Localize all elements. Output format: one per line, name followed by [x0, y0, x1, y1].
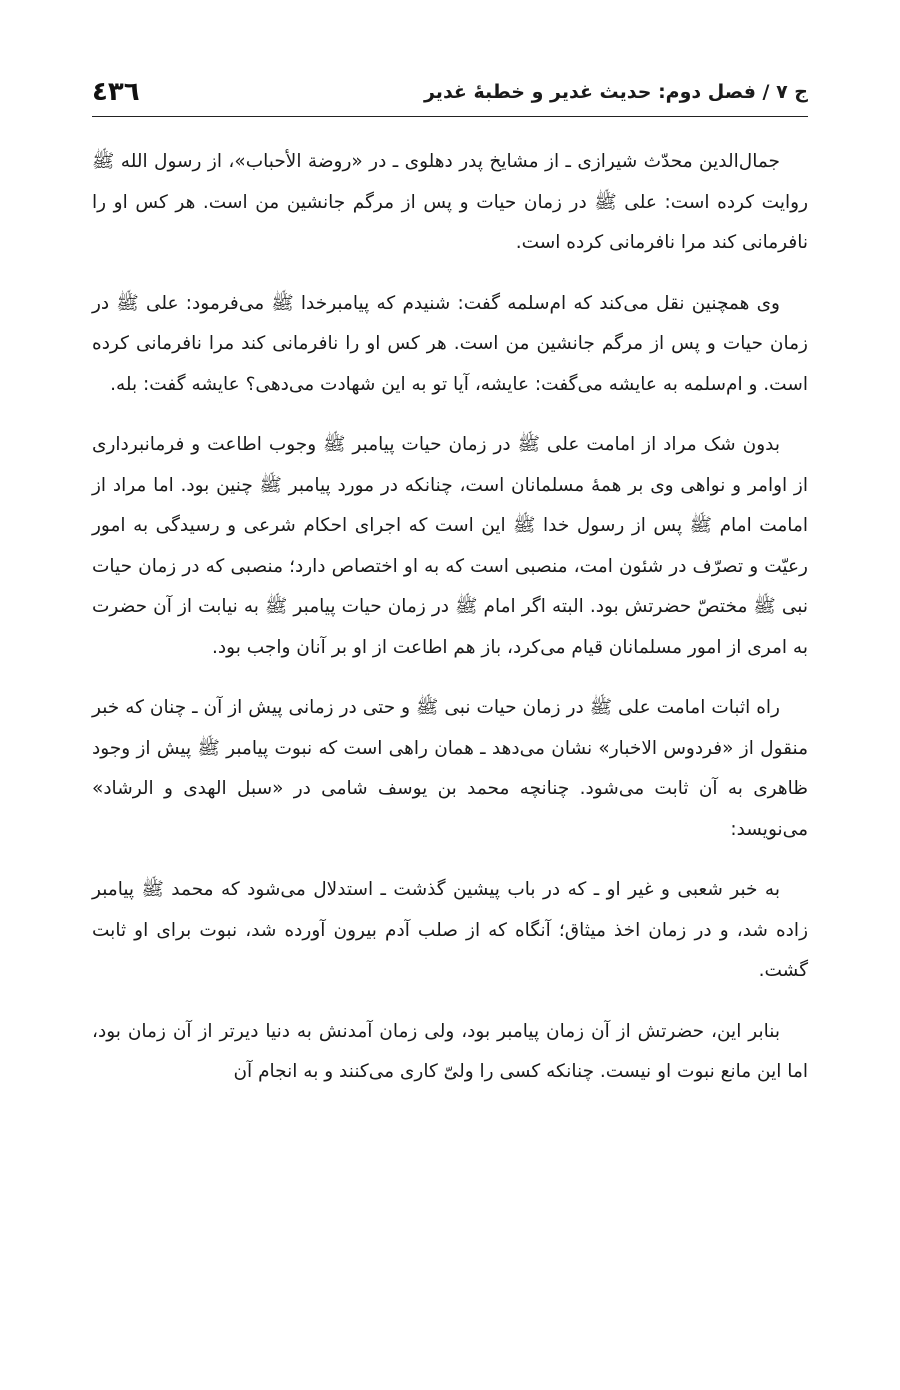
- page-number: ٤٣٦: [92, 77, 140, 107]
- paragraph: به خبر شعبی و غیر او ـ که در باب پیشین گذشت ـ استدلال می‌شود که محمد ﷺ پیامبر زاده شد، و در زمان اخذ میثاق؛ آنگاه که از صلب آدم بیرون آورده شد، نبوت برای او ثابت گشت.: [92, 879, 808, 981]
- running-title: ج ۷ / فصل دوم: حدیث غدیر و خطبهٔ غدیر: [423, 81, 808, 103]
- paragraph: راه اثبات امامت علی ﷺ در زمان حیات نبی ﷺ و حتی در زمانی پیش از آن ـ چنان که خبر منقول از «فردوس الاخبار» نشان می‌دهد ـ همان راهی است که نبوت پیامبر ﷺ پیش از وجود ظاهری به آن ثابت می‌شود. چنانچه محمد بن یوسف شامی در «سبل الهدی و الرشاد» می‌نویسد:: [92, 697, 808, 840]
- paragraph: بنابر این، حضرتش از آن زمان پیامبر بود، ولی زمان آمدنش به دنیا دیرتر از آن زمان بود، اما این مانع نبوت او نیست. چنانکه کسی را ولیّ کاری می‌کنند و به انجام آن: [92, 1020, 808, 1082]
- header-divider: [92, 116, 808, 117]
- book-page: [92, 0, 808, 1390]
- body-text: [92, 142, 808, 1113]
- paragraph: بدون شک مراد از امامت علی ﷺ در زمان حیات پیامبر ﷺ وجوب اطاعت و فرمانبرداری از اوامر و نواهی وی بر همهٔ مسلمانان است، چنانکه در مورد پیامبر ﷺ چنین بود. اما مراد از امامت امام ﷺ پس از رسول خدا ﷺ این است که اجرای احکام شرعی و رسیدگی به امور رعیّت و تصرّف در شئون امت، منصبی است که به او اختصاص دارد؛ منصبی که در زمان حیات نبی ﷺ مختصّ حضرتش بود. البته اگر امام ﷺ در زمان حیات پیامبر ﷺ به نیابت از آن حضرت به امری از امور مسلمانان قیام می‌کرد، باز هم اطاعت از او بر آنان واجب بود.: [92, 434, 808, 658]
- page-header: [92, 68, 808, 108]
- paragraph: جمال‌الدین محدّث شیرازی ـ از مشایخ پدر دهلوی ـ در «روضة الأحباب»، از رسول الله ﷺ روایت کرده است: علی ﷺ در زمان حیات و پس از مرگم جانشین من است. هر کس او را نافرمانی کند مرا نافرمانی کرده است.: [92, 151, 808, 253]
- paragraph: وی همچنین نقل می‌کند که ام‌سلمه گفت: شنیدم که پیامبرخدا ﷺ می‌فرمود: علی ﷺ در زمان حیات و پس از مرگم جانشین من است. هر کس او را نافرمانی کند مرا نافرمانی کرده است. و ام‌سلمه به عایشه می‌گفت: عایشه، آیا تو به این شهادت می‌دهی؟ عایشه گفت: بله.: [92, 292, 808, 395]
